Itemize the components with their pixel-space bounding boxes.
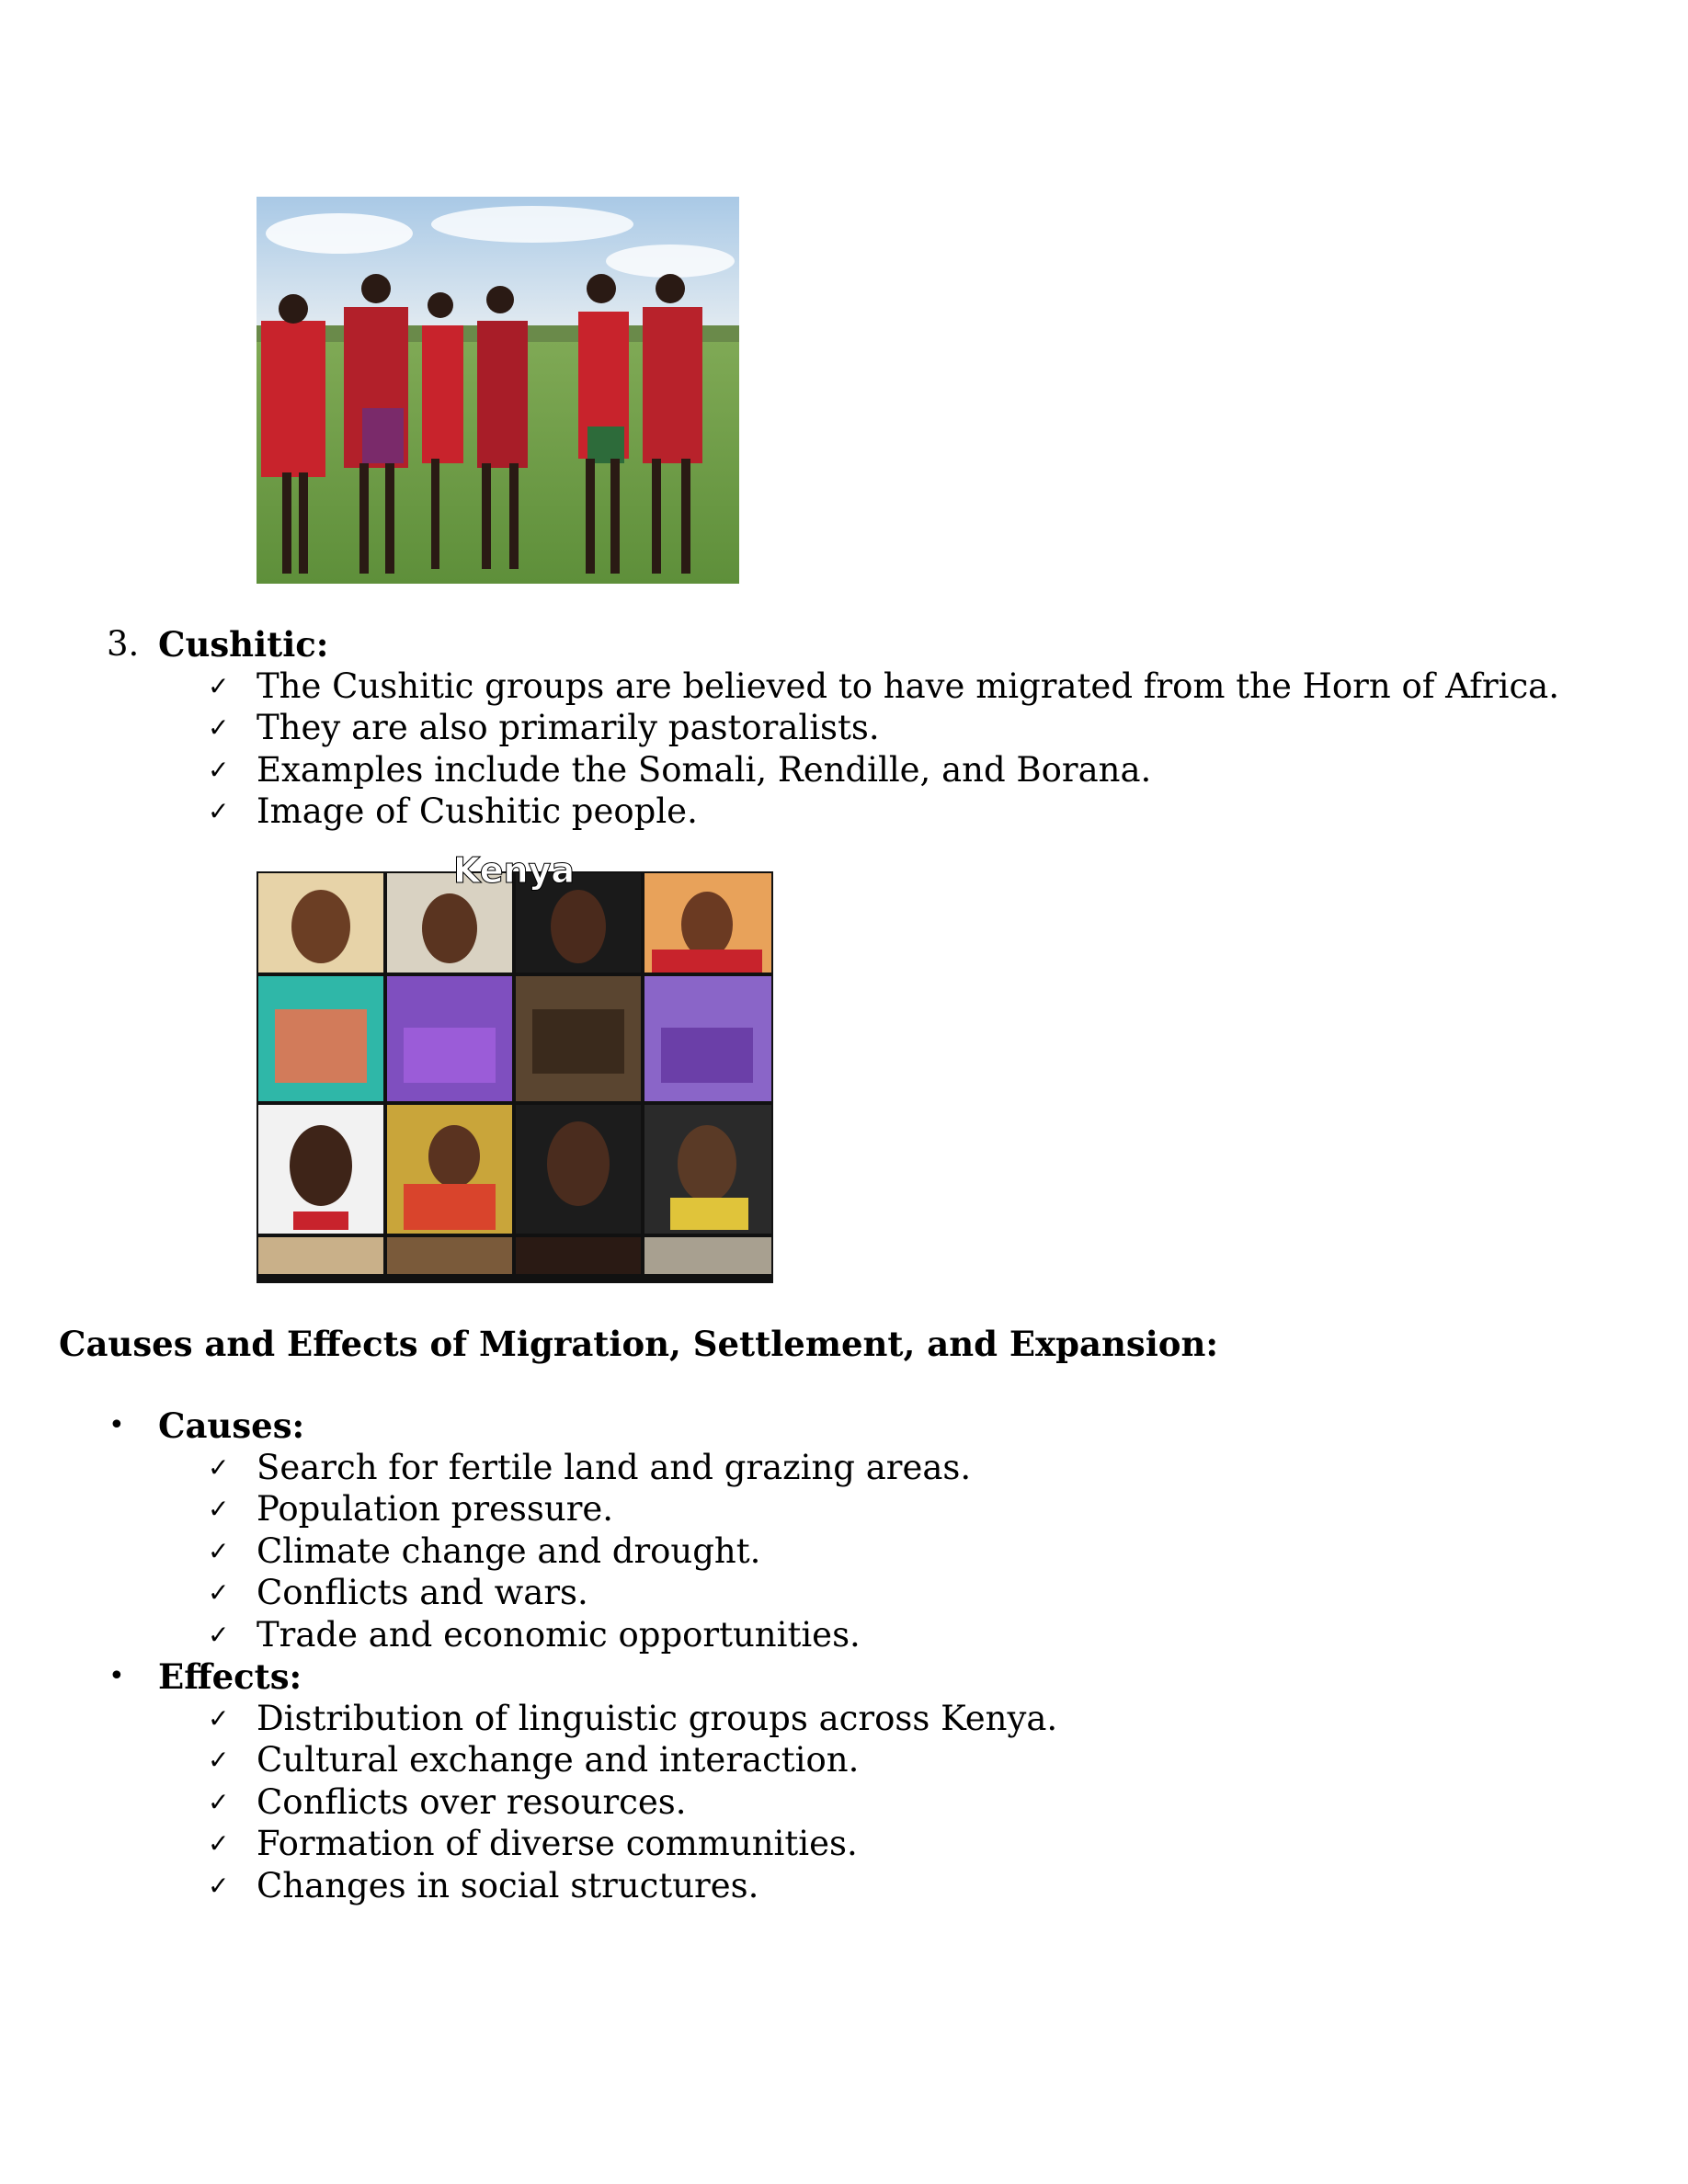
- bullet-icon: •: [108, 1409, 125, 1441]
- list-item: Examples include the Somali, Rendille, and Borana.: [257, 750, 1152, 790]
- list-item: Distribution of linguistic groups across Kenya.: [257, 1699, 1058, 1738]
- section-title: Cushitic:: [158, 624, 329, 665]
- collage-banner-text: Kenya: [452, 850, 576, 891]
- check-icon: ✓: [208, 1871, 230, 1901]
- effects-title: Effects:: [158, 1656, 302, 1697]
- list-item: Formation of diverse communities.: [257, 1824, 858, 1863]
- check-icon: ✓: [208, 1703, 230, 1734]
- section-heading: Causes and Effects of Migration, Settlement, and Expansion:: [59, 1324, 1219, 1364]
- list-item: Image of Cushitic people.: [257, 791, 698, 831]
- check-icon: ✓: [208, 712, 230, 743]
- check-icon: ✓: [208, 671, 230, 701]
- check-icon: ✓: [208, 1452, 230, 1483]
- check-icon: ✓: [208, 1787, 230, 1817]
- photo-group-red-shukas-icon: [257, 197, 739, 584]
- check-icon: ✓: [208, 1828, 230, 1859]
- check-icon: ✓: [208, 1577, 230, 1608]
- check-icon: ✓: [208, 1494, 230, 1524]
- causes-title: Causes:: [158, 1405, 305, 1446]
- list-item: Conflicts over resources.: [257, 1782, 687, 1822]
- list-item: Population pressure.: [257, 1489, 614, 1529]
- check-icon: ✓: [208, 755, 230, 785]
- list-item: Cultural exchange and interaction.: [257, 1740, 860, 1780]
- list-item: Climate change and drought.: [257, 1531, 761, 1571]
- list-item: They are also primarily pastoralists.: [257, 708, 880, 747]
- check-icon: ✓: [208, 1745, 230, 1775]
- list-item: The Cushitic groups are believed to have migrated from the Horn of Africa.: [257, 666, 1560, 706]
- list-item: Changes in social structures.: [257, 1866, 759, 1905]
- photo-collage-portraits-icon: [257, 850, 773, 1283]
- bullet-icon: •: [108, 1660, 125, 1692]
- section-number: 3.: [107, 624, 140, 664]
- list-item: Conflicts and wars.: [257, 1573, 588, 1612]
- list-item: Trade and economic opportunities.: [257, 1615, 861, 1655]
- photo-maasai-group: [257, 197, 739, 584]
- list-item: Search for fertile land and grazing areas.: [257, 1448, 972, 1487]
- check-icon: ✓: [208, 1536, 230, 1566]
- check-icon: ✓: [208, 1620, 230, 1650]
- check-icon: ✓: [208, 796, 230, 826]
- photo-cushitic-collage: [257, 850, 773, 1283]
